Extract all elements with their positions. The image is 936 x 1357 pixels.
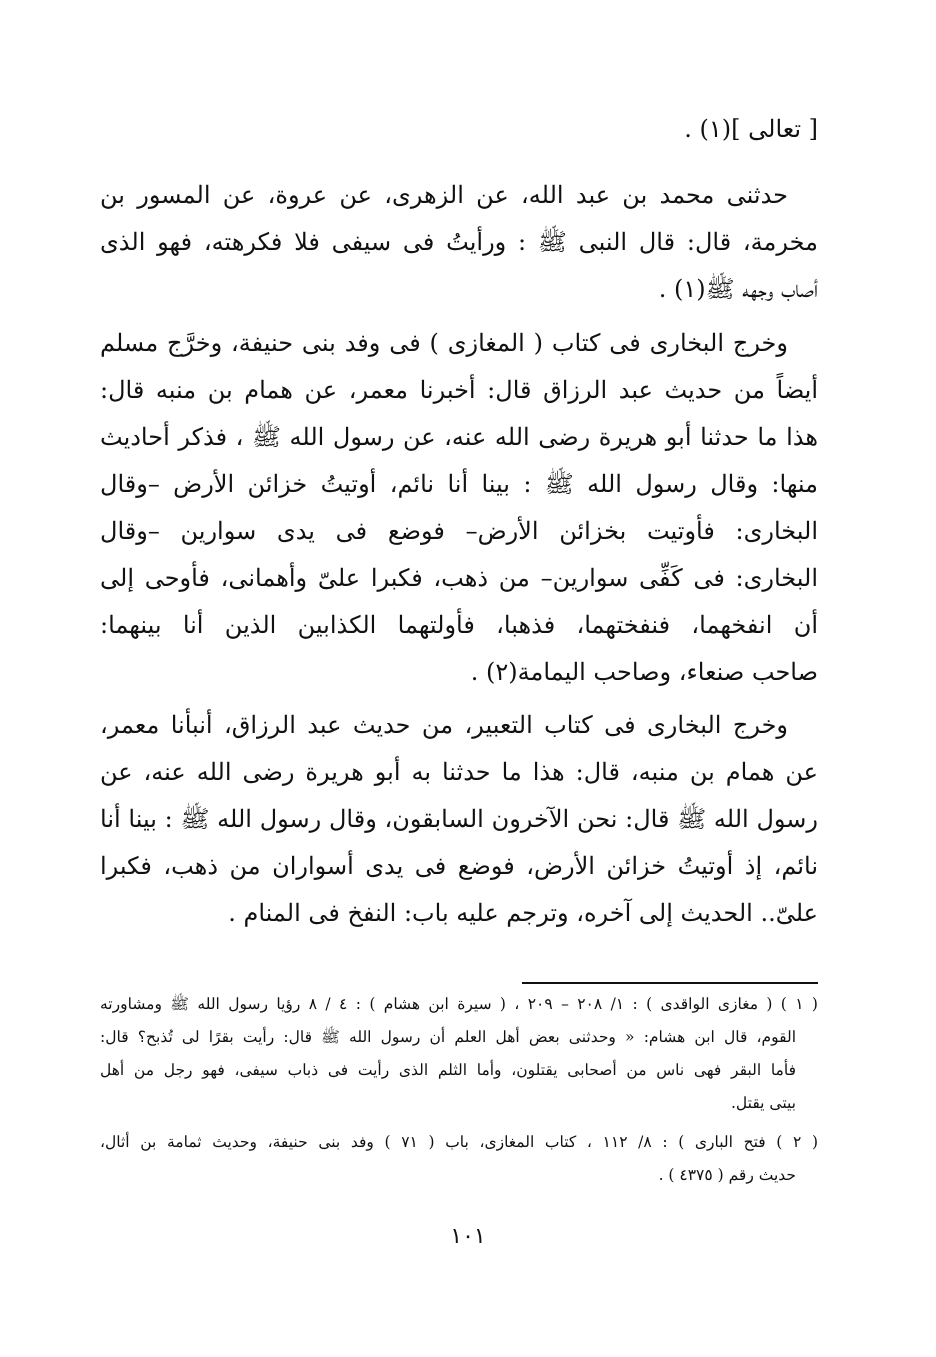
footnote-line: بيتى يقتل.	[730, 1094, 796, 1112]
text-line: أصاب وجهه ﷺ(١) .	[658, 275, 818, 303]
footnote-1	[100, 988, 818, 1120]
footnotes	[100, 988, 818, 1192]
text-line: علىّ.. الحديث إلى آخره، وترجم عليه باب: النفخ فى المنام .	[228, 899, 818, 927]
text-line: البخارى: فى كَفِّى سوارين– من ذهب، فكبرا علىّ وأهمانى، فأوحى إلى	[100, 564, 818, 592]
text-line: نائم، إذ أوتيتُ خزائن الأرض، فوضع فى يدى أسواران من ذهب، فكبرا	[100, 852, 818, 880]
footnote-line: ( ٢ ) فتح البارى ) : ٨/ ١١٢ ، كتاب المغازى، باب ( ٧١ ) وفد بنى حنيفة، وحديث ثمامة بن أثال،	[100, 1133, 818, 1151]
footnote-line: حديث رقم ( ٤٣٧٥ ) .	[658, 1166, 796, 1184]
text-line: عن همام بن منبه، قال: هذا ما حدثنا به أبو هريرة رضى الله عنه، عن	[100, 758, 818, 786]
paragraph-3	[100, 320, 818, 696]
text-line: مخرمة، قال: قال النبى ﷺ : ورأيتُ فى سيفى فلا فكرهته، فهو الذى	[100, 228, 818, 256]
text-line: رسول الله ﷺ قال: نحن الآخرون السابقون، وقال رسول الله ﷺ : بينا أنا	[100, 805, 818, 833]
footnote-2	[100, 1126, 818, 1192]
footnote-line: فأما البقر فهى ناس من أصحابى يقتلون، وأما الثلم الذى رأيت فى ذباب سيفى، فهو رجل من أهل	[100, 1061, 796, 1079]
footnote-separator	[522, 982, 818, 984]
text-line: أن انفخهما، فنفختهما، فذهبا، فأولتهما الكذابين الذين أنا بينهما:	[100, 611, 818, 639]
paragraph-4	[100, 702, 818, 937]
footnote-line: ( ١ ) ( مغازى الواقدى ) : ١/ ٢٠٨ – ٢٠٩ ، ( سيرة ابن هشام ) : ٤ / ٨ رؤيا رسول الله ﷺ ومشاورته	[100, 995, 818, 1013]
text-line: [ تعالى ](١) .	[684, 115, 818, 143]
text-line: منها: وقال رسول الله ﷺ : بينا أنا نائم، أوتيتُ خزائن الأرض –وقال	[100, 470, 818, 498]
text-line: وخرج البخارى فى كتاب التعبير، من حديث عبد الرزاق، أنبأنا معمر،	[100, 711, 788, 739]
footnote-line: القوم، قال ابن هشام: « وحدثنى بعض أهل العلم أن رسول الله ﷺ قال: رأيت بقرًا لى تُذبح؟ قال:	[100, 1028, 796, 1046]
page-number: ١٠١	[450, 1224, 486, 1249]
paragraph-2	[100, 172, 818, 313]
text-line: البخارى: فأوتيت بخزائن الأرض– فوضع فى يدى سوارين –وقال	[100, 517, 818, 545]
text-line: حدثنى محمد بن عبد الله، عن الزهرى، عن عروة، عن المسور بن	[100, 181, 789, 209]
text-line: هذا ما حدثنا أبو هريرة رضى الله عنه، عن رسول الله ﷺ ، فذكر أحاديث	[100, 423, 818, 451]
text-line: صاحب صنعاء، وصاحب اليمامة(٢) .	[470, 658, 818, 686]
text-line: أيضاً من حديث عبد الرزاق قال: أخبرنا معمر، عن همام بن منبه قال:	[100, 376, 818, 404]
text-line: وخرج البخارى فى كتاب ( المغازى ) فى وفد بنى حنيفة، وخرَّج مسلم	[100, 329, 788, 357]
paragraph-1	[100, 106, 818, 153]
